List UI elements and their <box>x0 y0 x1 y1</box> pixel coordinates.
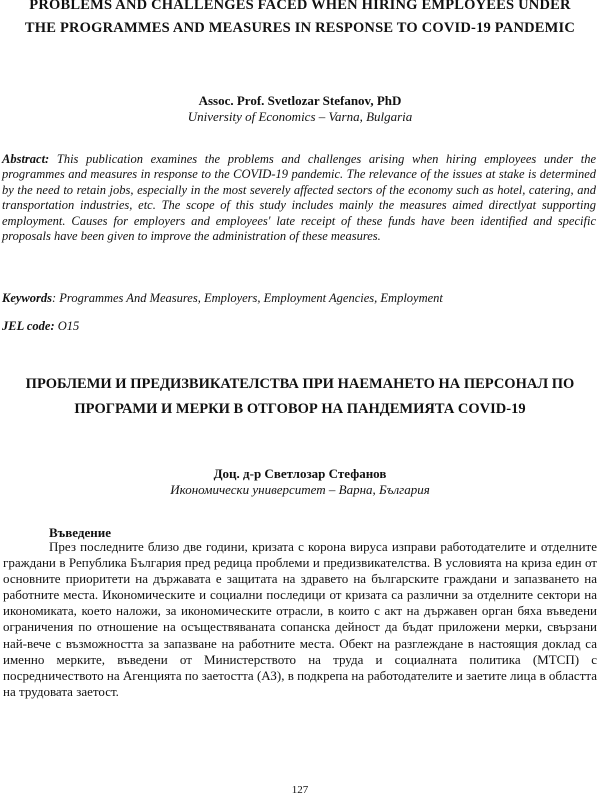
english-author-block <box>0 93 600 125</box>
english-title: PROBLEMS AND CHALLENGES FACED WHEN HIRING EMPLOYEES UNDER THE PROGRAMMES AND MEASURES IN RESPONSE TO COVID-19 PANDEMIC <box>24 0 576 36</box>
bulgarian-title: ПРОБЛЕМИ И ПРЕДИЗВИКАТЕЛСТВА ПРИ НАЕМАНЕТО НА ПЕРСОНАЛ ПО ПРОГРАМИ И МЕРКИ В ОТГОВОР НА ПАНДЕМИЯТА COVID-19 <box>25 376 575 417</box>
abstract-text: This publication examines the problems and challenges arising when hiring employees under the programmes and measures in response to the COVID-19 pandemic. The relevance of the issues at stake is determined by the need to retain jobs, especially in the most severely affected sectors of the economy such as hotel, catering, and transportation industries, etc. The scope of this study includes mainly the measures aimed directlyat supporting employment. Causes for employers and employees' late receipt of these funds have been identified and specific proposals have been given to improve the administration of these measures. <box>2 152 596 244</box>
keywords-label: Keywords <box>2 291 52 305</box>
english-author-name: Assoc. Prof. Svetlozar Stefanov, PhD <box>198 93 402 108</box>
bulgarian-author-block <box>0 466 600 498</box>
introduction-paragraph: През последните близо две години, кризата с корона вируса изправи работодателите и отделните граждани в Република България пред редица проблеми и предизвикателства. В условията на криза един от основните приоритети на държавата е защитата на здравето на българските граждани и запазването на работните места. Икономическите и социални последици от кризата са различни за отделните сектори на икономиката, което наложи, за икономическите отрасли, в които с акт на държавен орган бяха въведени ограничения по отношение на осъществяваната сопанска дейност да бъдат приложени мерки, свързани най-вече с възможността за запазване на работните места. Обект на разглеждане в настоящия доклад са именно мерките, въведени от Министерството на труда и социалната политика (МТСП) с посредничеството на Агенцията по заетостта (АЗ), в подкрепа на работодателите и заетите лица в областта на трудовата заетост. <box>3 539 597 699</box>
keywords-text: : Programmes And Measures, Employers, Employment Agencies, Employment <box>52 291 443 305</box>
keywords <box>2 291 596 306</box>
jel-code-value: O15 <box>54 319 80 333</box>
jel-code <box>2 319 79 334</box>
introduction-heading: Въведение <box>49 525 111 540</box>
abstract-label: Abstract: <box>2 152 50 166</box>
english-affiliation: University of Economics – Varna, Bulgaria <box>187 109 413 124</box>
bulgarian-affiliation: Икономически университет – Варна, България <box>170 482 430 497</box>
page-number: 127 <box>291 784 309 796</box>
bulgarian-author-name: Доц. д-р Светлозар Стефанов <box>213 466 387 481</box>
jel-code-label: JEL code: <box>2 319 55 333</box>
abstract <box>2 152 596 244</box>
